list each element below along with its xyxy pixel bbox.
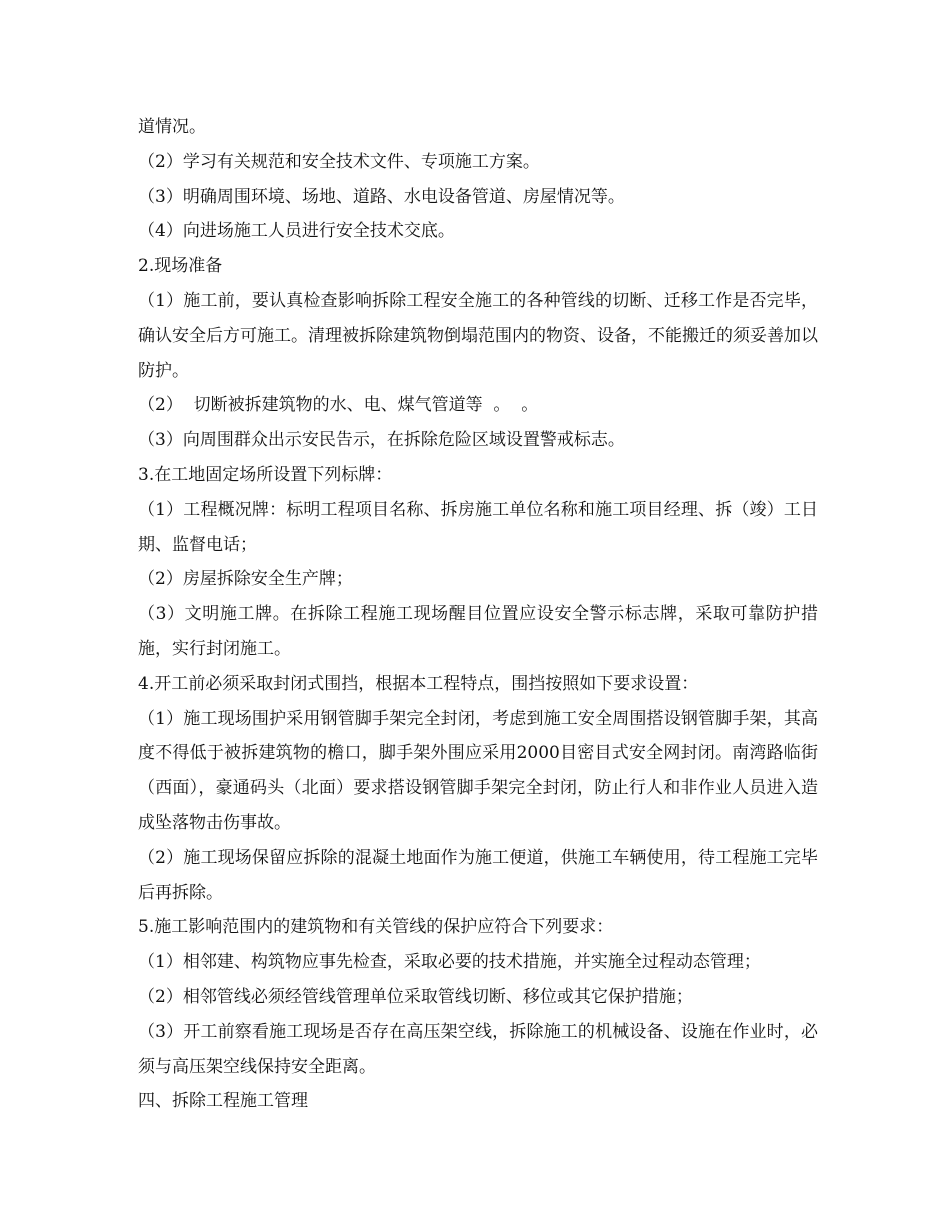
paragraph: （2）学习有关规范和安全技术文件、专项施工方案。 bbox=[138, 151, 540, 172]
paragraph: （1）施工前，要认真检查影响拆除工程安全施工的各种管线的切断、迁移工作是否完毕，确认安全后方可施工。清理被拆除建筑物倒塌范围内的物资、设备，不能搬迁的须妥善加以防护。 bbox=[138, 290, 818, 381]
paragraph: （4）向进场施工人员进行安全技术交底。 bbox=[138, 221, 455, 242]
section-heading: 4.开工前必须采取封闭式围挡，根据本工程特点，围挡按照如下要求设置： bbox=[138, 673, 699, 694]
paragraph: 道情况。 bbox=[138, 117, 206, 137]
paragraph: （2） 切断被拆建筑物的水、电、煤气管道等 。 。 bbox=[138, 395, 539, 416]
paragraph: （1）相邻建、构筑物应事先检查，采取必要的技术措施，并实施全过程动态管理； bbox=[138, 952, 761, 973]
section-heading: 2.现场准备 bbox=[138, 256, 223, 277]
chapter-heading: 四、拆除工程施工管理 bbox=[138, 1091, 308, 1112]
section-heading: 5.施工影响范围内的建筑物和有关管线的保护应符合下列要求： bbox=[138, 917, 614, 938]
paragraph: （3）开工前察看施工现场是否存在高压架空线，拆除施工的机械设备、设施在作业时，必须与高压架空线保持安全距离。 bbox=[138, 1021, 818, 1077]
section-heading: 3.在工地固定场所设置下列标牌： bbox=[138, 464, 393, 485]
paragraph: （2）房屋拆除安全生产牌； bbox=[138, 569, 353, 590]
document-body bbox=[138, 110, 818, 1119]
paragraph: （1）施工现场围护采用钢管脚手架完全封闭，考虑到施工安全周围搭设钢管脚手架，其高度不得低于被拆建筑物的檐口，脚手架外围应采用2000目密目式安全网封闭。南湾路临街（西面），豪通码头（北面）要求搭设钢管脚手架完全封闭，防止行人和非作业人员进入造成坠落物击伤事故。 bbox=[138, 708, 818, 833]
paragraph: （3）向周围群众出示安民告示，在拆除危险区域设置警戒标志。 bbox=[138, 430, 625, 451]
paragraph: （3）明确周围环境、场地、道路、水电设备管道、房屋情况等。 bbox=[138, 186, 625, 207]
paragraph: （2）相邻管线必须经管线管理单位采取管线切断、移位或其它保护措施； bbox=[138, 986, 693, 1007]
paragraph: （2）施工现场保留应拆除的混凝土地面作为施工便道，供施工车辆使用，待工程施工完毕后再拆除。 bbox=[138, 847, 818, 903]
paragraph: （1）工程概况牌：标明工程项目名称、拆房施工单位名称和施工项目经理、拆（竣）工日期、监督电话； bbox=[138, 499, 818, 555]
paragraph: （3）文明施工牌。在拆除工程施工现场醒目位置应设安全警示标志牌，采取可靠防护措施，实行封闭施工。 bbox=[138, 604, 818, 659]
